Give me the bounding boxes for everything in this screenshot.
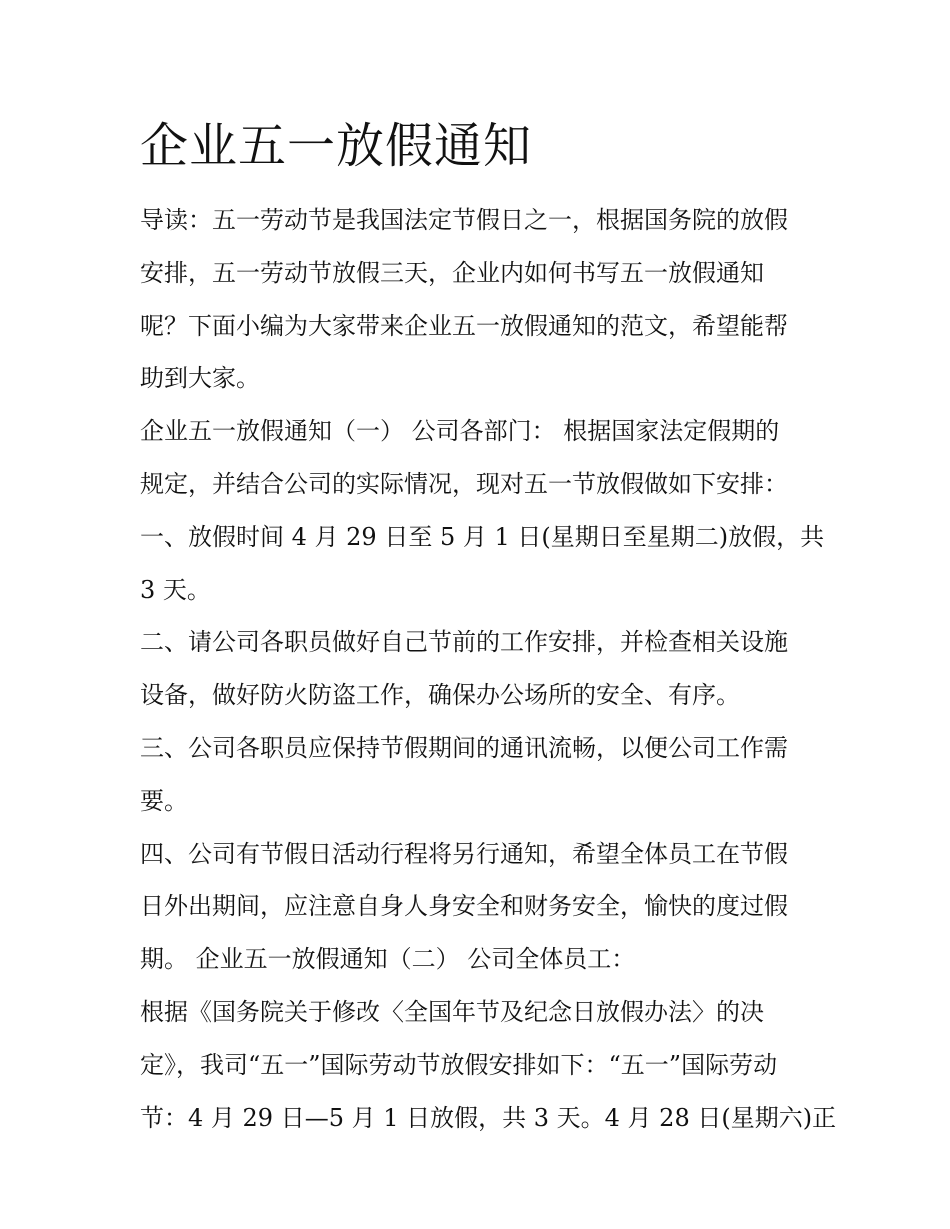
text-line: 设备，做好防火防盗工作，确保办公场所的安全、有序。 (140, 681, 740, 710)
text-line: 安排，五一劳动节放假三天，企业内如何书写五一放假通知 (140, 258, 764, 287)
text-line: 导读：五一劳动节是我国法定节假日之一，根据国务院的放假 (140, 206, 788, 234)
document-body (140, 194, 837, 1144)
text-line: 根据《国务院关于修改〈全国年节及纪念日放假办法〉的决 (140, 997, 764, 1026)
text-line: 日外出期间，应注意自身人身安全和财务安全，愉快的度过假 (140, 892, 788, 921)
document-title: 企业五一放假通知 (140, 118, 533, 174)
text-line: 规定，并结合公司的实际情况，现对五一节放假做如下安排： (140, 469, 788, 498)
text-line: 四、公司有节假日活动行程将另行通知，希望全体员工在节假 (140, 839, 788, 868)
text-line: 要。 (140, 786, 188, 815)
text-line: 呢？下面小编为大家带来企业五一放假通知的范文，希望能帮 (140, 311, 788, 340)
text-line: 二、请公司各职员做好自己节前的工作安排，并检查相关设施 (140, 628, 788, 657)
text-line: 企业五一放假通知（一） 公司各部门： 根据国家法定假期的 (140, 417, 780, 446)
text-line: 一、放假时间 4 月 29 日至 5 月 1 日(星期日至星期二)放假，共 (140, 522, 825, 551)
text-line: 三、公司各职员应保持节假期间的通讯流畅，以便公司工作需 (140, 733, 788, 762)
text-line: 期。 企业五一放假通知（二） 公司全体员工： (140, 945, 636, 974)
text-line: 3 天。 (140, 575, 211, 604)
text-line: 节：4 月 29 日—5 月 1 日放假，共 3 天。4 月 28 日(星期六)正 (140, 1103, 837, 1132)
text-line: 助到大家。 (140, 364, 260, 393)
text-line: 定》，我司“五一”国际劳动节放假安排如下：“五一”国际劳动 (140, 1050, 778, 1079)
